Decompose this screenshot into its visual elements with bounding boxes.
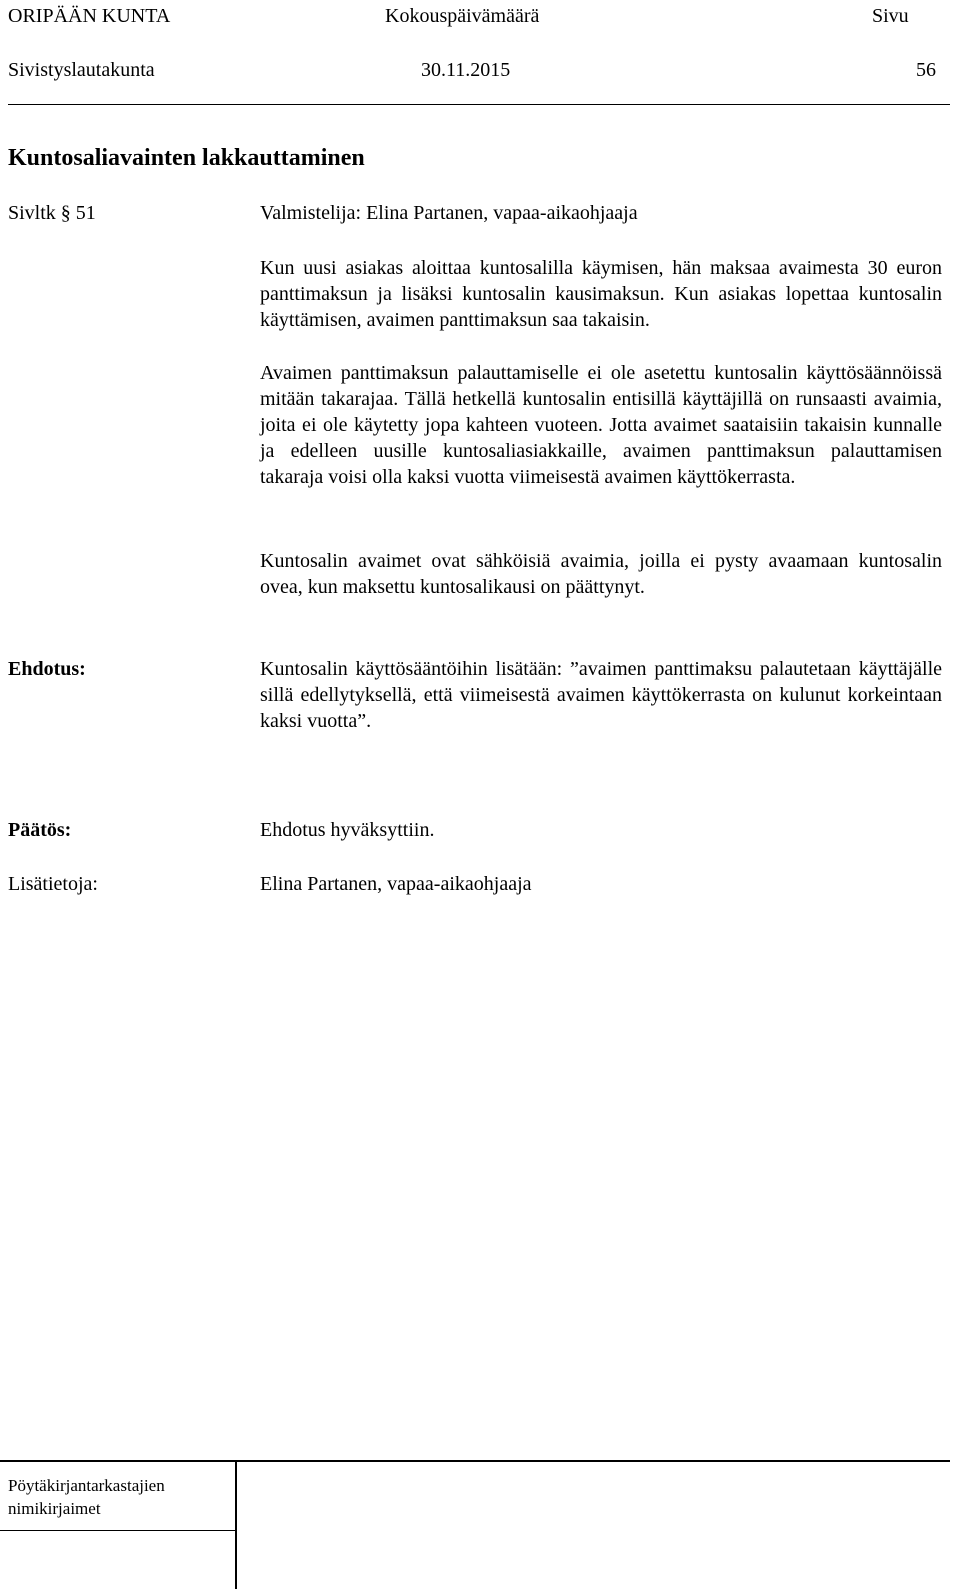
proposal-label: Ehdotus: bbox=[8, 658, 86, 680]
page-title: Kuntosaliavainten lakkauttaminen bbox=[8, 145, 365, 171]
org-name: ORIPÄÄN KUNTA bbox=[8, 5, 171, 27]
signature-box-row-divider bbox=[0, 1530, 235, 1531]
header-divider bbox=[8, 104, 950, 105]
meeting-date: 30.11.2015 bbox=[421, 59, 511, 81]
preparer-line: Valmistelija: Elina Partanen, vapaa-aikaohjaaja bbox=[260, 202, 638, 224]
page-label: Sivu bbox=[872, 5, 909, 27]
date-label: Kokouspäivämäärä bbox=[385, 5, 540, 27]
initials-label-line2: nimikirjaimet bbox=[8, 1499, 101, 1518]
decision-label: Päätös: bbox=[8, 819, 72, 841]
signature-box-divider bbox=[235, 1460, 237, 1589]
board-name: Sivistyslautakunta bbox=[8, 59, 155, 81]
proposal-text: Kuntosalin käyttösääntöihin lisätään: ”avaimen panttimaksu palautetaan käyttäjälle sillä edellytyksellä, että viimeisestä avaimen käyttökerrasta on kulunut korkeintaan kaksi vuotta”. bbox=[260, 658, 942, 732]
more-info-label: Lisätietoja: bbox=[8, 873, 98, 895]
signature-box-top-border bbox=[0, 1460, 950, 1462]
more-info-text: Elina Partanen, vapaa-aikaohjaaja bbox=[260, 873, 532, 895]
page-number: 56 bbox=[916, 59, 936, 81]
signature-box bbox=[0, 1460, 950, 1589]
paragraph-2: Avaimen panttimaksun palauttamiselle ei ole asetettu kuntosalin käyttösäännöissä mitään takarajaa. Tällä hetkellä kuntosalin entisillä käyttäjillä on runsaasti avaimia, joita ei ole käytetty jopa kahteen vuoteen. Jotta avaimet saataisiin takaisin kunnalle ja edelleen uusille kuntosaliasiakkaille, avaimen panttimaksun palauttamisen takaraja voisi olla kaksi vuotta viimeisestä avaimen käyttökerrasta. bbox=[260, 362, 942, 488]
initials-label bbox=[8, 1474, 165, 1520]
decision-text: Ehdotus hyväksyttiin. bbox=[260, 819, 435, 841]
initials-label-line1: Pöytäkirjantarkastajien bbox=[8, 1476, 165, 1495]
item-code: Sivltk § 51 bbox=[8, 202, 96, 224]
paragraph-3: Kuntosalin avaimet ovat sähköisiä avaimia, joilla ei pysty avaamaan kuntosalin ovea, kun maksettu kuntosalikausi on päättynyt. bbox=[260, 550, 942, 598]
paragraph-1: Kun uusi asiakas aloittaa kuntosalilla käymisen, hän maksaa avaimesta 30 euron panttimaksun ja lisäksi kuntosalin kausimaksun. Kun asiakas lopettaa kuntosalin käyttämisen, avaimen panttimaksun saa takaisin. bbox=[260, 257, 942, 331]
